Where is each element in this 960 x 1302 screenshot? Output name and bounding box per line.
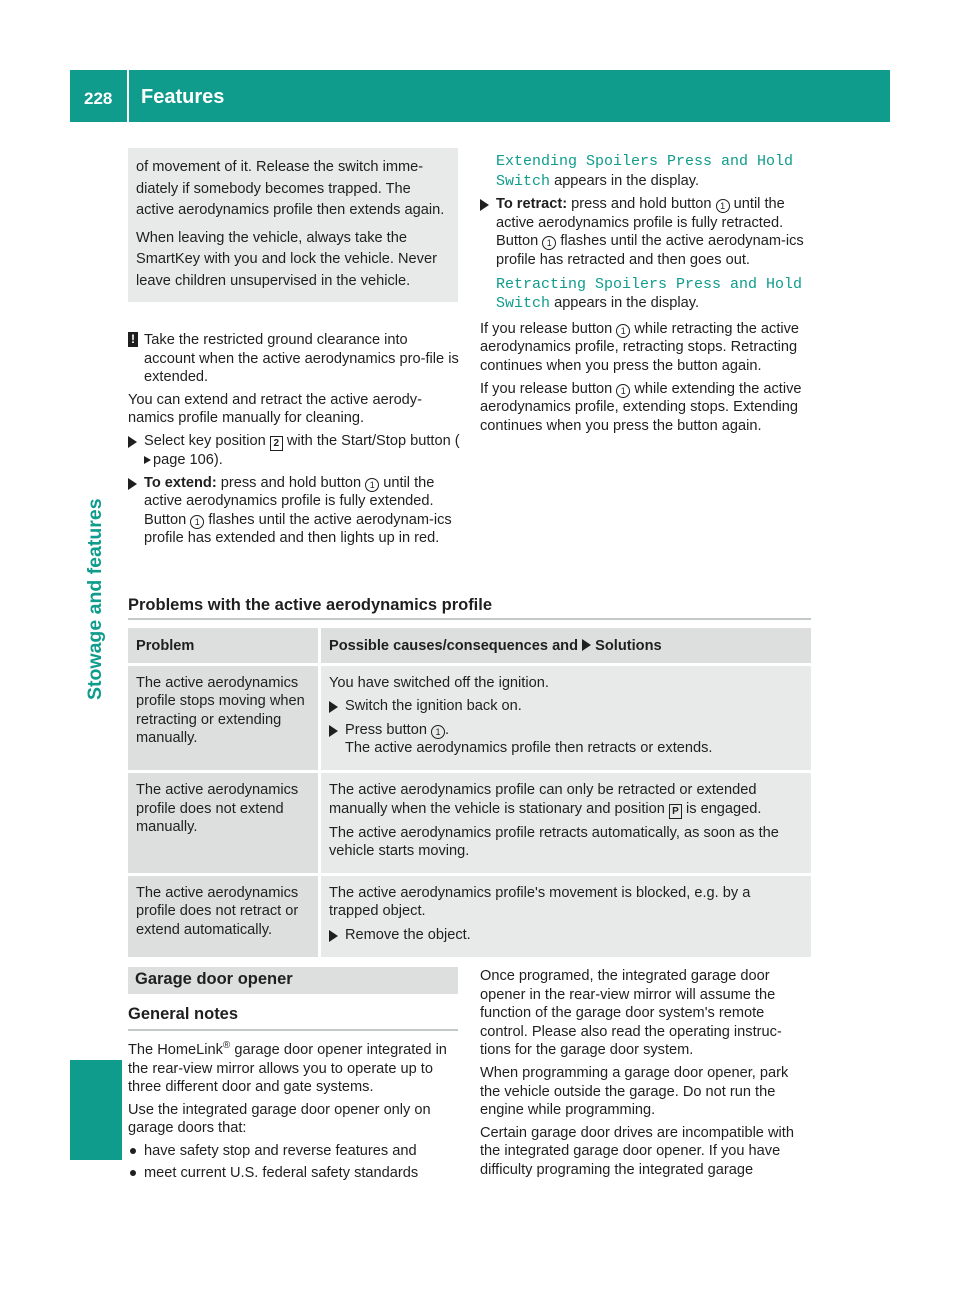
- park-position-icon: P: [669, 804, 682, 819]
- display-retracting-suffix: appears in the display.: [554, 295, 700, 312]
- step-extend: [128, 474, 460, 548]
- programming-paragraph: Once programed, the integrated garage door opener in the rear-view mirror will assume the function of the garage door system's remote control. Please also read the operating instruc-tions for the garage door system.: [480, 968, 782, 1059]
- solution-text-a: Press button: [345, 721, 427, 738]
- solution-step: [329, 721, 803, 758]
- step-arrow-icon: [128, 478, 137, 490]
- bullet-icon: [130, 1148, 136, 1154]
- key-position-2-icon: 2: [270, 436, 283, 451]
- table-row: [128, 771, 811, 874]
- list-item-text: meet current U.S. federal safety standards: [144, 1164, 419, 1181]
- extend-para-b: while extending the active aerodynamics profile, extending stops. Extending continues when you press the button again.: [480, 380, 802, 434]
- step2-text-c: flashes until the active aerodynam-ics profile has extended and then lights up in red.: [144, 511, 452, 547]
- step-arrow-icon: [329, 725, 338, 737]
- solution-text-b: .: [445, 721, 450, 738]
- note-paragraph: [128, 331, 460, 387]
- table-row: [128, 664, 811, 771]
- button-1-icon: 1: [616, 324, 630, 338]
- step3-text-a: press and hold button: [571, 196, 712, 213]
- solutions-arrow-icon: [582, 639, 591, 651]
- registered-mark: ®: [222, 1040, 231, 1052]
- list-item: [128, 1142, 460, 1161]
- col-header-solutions-text: Solutions: [595, 638, 662, 654]
- side-tab-marker: [70, 1060, 122, 1160]
- step-arrow-icon: [329, 701, 338, 713]
- display-extending-suffix: appears in the display.: [554, 172, 700, 189]
- homelink-text-b: garage door opener integrated in the rear-view mirror allows you to operate up to three different door and gate systems.: [128, 1042, 447, 1096]
- step3-label: To retract:: [496, 196, 568, 213]
- usage-paragraph: Use the integrated garage door opener only on garage doors that:: [128, 1101, 431, 1137]
- retract-release-paragraph: [480, 320, 812, 376]
- step2-label: To extend:: [144, 474, 217, 491]
- solution-text: Remove the object.: [345, 926, 471, 943]
- exclamation-icon: !: [128, 332, 138, 347]
- subsection-rule: [128, 1029, 458, 1031]
- garage-right-column: [480, 967, 812, 1180]
- page-ref-icon: [144, 456, 151, 464]
- right-column: [480, 153, 812, 435]
- cause-cell: [320, 771, 812, 874]
- problem-cell: The active aerodynamics profile does not retract or extend automatically.: [128, 874, 320, 956]
- bullet-icon: [130, 1170, 136, 1176]
- section-title: Garage door opener: [135, 970, 293, 988]
- button-1-icon: 1: [616, 384, 630, 398]
- display-retracting-line2: Switch: [496, 295, 551, 313]
- problems-table: [128, 628, 811, 957]
- intro-text: You can extend and retract the active aerody-namics profile manually for cleaning.: [128, 391, 422, 427]
- solution-text: Switch the ignition back on.: [345, 698, 522, 715]
- parking-paragraph: When programming a garage door opener, park the vehicle outside the garage. Do not run the engine while programming.: [480, 1064, 789, 1119]
- button-1-icon: 1: [431, 725, 445, 739]
- page-title: Features: [141, 86, 225, 108]
- table-row: [128, 874, 811, 956]
- warning-box: [128, 148, 458, 302]
- retract-para-a: If you release button: [480, 320, 613, 337]
- list-item: [128, 1164, 460, 1183]
- cause-text: The active aerodynamics profile's movement is blocked, e.g. by a trapped object.: [329, 884, 751, 920]
- page-number: 228: [84, 89, 113, 108]
- step1-text-a: Select key position: [144, 432, 266, 449]
- button-1-icon: 1: [190, 515, 204, 529]
- step-arrow-icon: [128, 436, 137, 448]
- col-header-causes: [320, 628, 812, 664]
- step1-text-b: with the Start/Stop button (: [286, 432, 460, 449]
- compatibility-paragraph: Certain garage door drives are incompatible with the integrated garage door opener. If you have difficulty programing the integrated garage: [480, 1124, 794, 1178]
- side-section-label: [84, 498, 106, 700]
- cause-text-a: The active aerodynamics profile can only be retracted or extended manually when the vehicle is stationary and position: [329, 781, 757, 817]
- warning-text-2: When leaving the vehicle, always take the SmartKey with you and lock the vehicle. Never leave children unsupervised in the vehicle.: [136, 229, 437, 289]
- col-header-problem: Problem: [128, 628, 320, 664]
- homelink-paragraph: [128, 1041, 460, 1097]
- subsection-title: General notes: [128, 1005, 239, 1023]
- display-message-extending: [480, 153, 812, 191]
- cause-text-2: The active aerodynamics profile retracts automatically, as soon as the vehicle starts moving.: [329, 824, 779, 860]
- extend-release-paragraph: [480, 380, 812, 436]
- garage-left-column: [128, 1041, 460, 1182]
- button-1-icon: 1: [716, 199, 730, 213]
- cause-text-b: is engaged.: [685, 800, 762, 817]
- cause-text: You have switched off the ignition.: [329, 674, 549, 691]
- left-column: [128, 331, 460, 548]
- display-extending-line1: Extending Spoilers Press and Hold: [496, 153, 794, 170]
- list-item-text: have safety stop and reverse features and: [144, 1142, 417, 1159]
- step-arrow-icon: [480, 199, 489, 211]
- homelink-text-a: The HomeLink: [128, 1042, 223, 1058]
- problem-cell: The active aerodynamics profile stops moving when retracting or extending manually.: [128, 664, 320, 771]
- solution-step: [329, 926, 803, 945]
- extend-para-a: If you release button: [480, 380, 613, 397]
- step2-text-a: press and hold button: [220, 474, 362, 491]
- heading-rule: [128, 618, 811, 620]
- cause-cell: [320, 874, 812, 956]
- display-retracting-line1: Retracting Spoilers Press and Hold: [496, 275, 803, 293]
- step-select-key: [128, 432, 460, 470]
- step-arrow-icon: [329, 930, 338, 942]
- button-1-icon: 1: [365, 478, 379, 492]
- display-message-retracting: [480, 276, 812, 314]
- button-1-icon: 1: [542, 236, 556, 250]
- step-retract: [480, 195, 812, 269]
- retract-para-b: while retracting the active aerodynamics profile, retracting stops. Retracting continues when you press the button again.: [480, 320, 800, 374]
- step3-text-b: until the active aerodynamics profile is fully retracted. Button: [496, 196, 785, 250]
- col-header-causes-text: Possible causes/consequences and: [329, 638, 579, 654]
- solution-result-text: The active aerodynamics profile then retracts or extends.: [345, 740, 713, 757]
- table-header-row: [128, 628, 811, 664]
- note-text: Take the restricted ground clearance into account when the active aerodynamics pro-file is extended.: [144, 332, 459, 386]
- step3-text-c: flashes until the active aerodynam-ics profile has retracted and then goes out.: [496, 233, 804, 268]
- step1-page-ref: page 106).: [153, 451, 223, 468]
- header-divider: [127, 70, 129, 122]
- side-section-text: Stowage and features: [84, 498, 106, 700]
- solution-step: [329, 697, 803, 716]
- step2-text-b: until the active aerodynamics profile is fully extended. Button: [144, 474, 435, 528]
- problem-cell: The active aerodynamics profile does not extend manually.: [128, 771, 320, 874]
- warning-text-1: of movement of it. Release the switch imme-diately if somebody becomes trapped. The active aerodynamics profile then extends again.: [136, 159, 445, 218]
- cause-cell: [320, 664, 812, 771]
- problems-heading: Problems with the active aerodynamics profile: [128, 596, 493, 614]
- cause-text: [329, 781, 803, 819]
- display-extending-line2: Switch: [496, 172, 551, 190]
